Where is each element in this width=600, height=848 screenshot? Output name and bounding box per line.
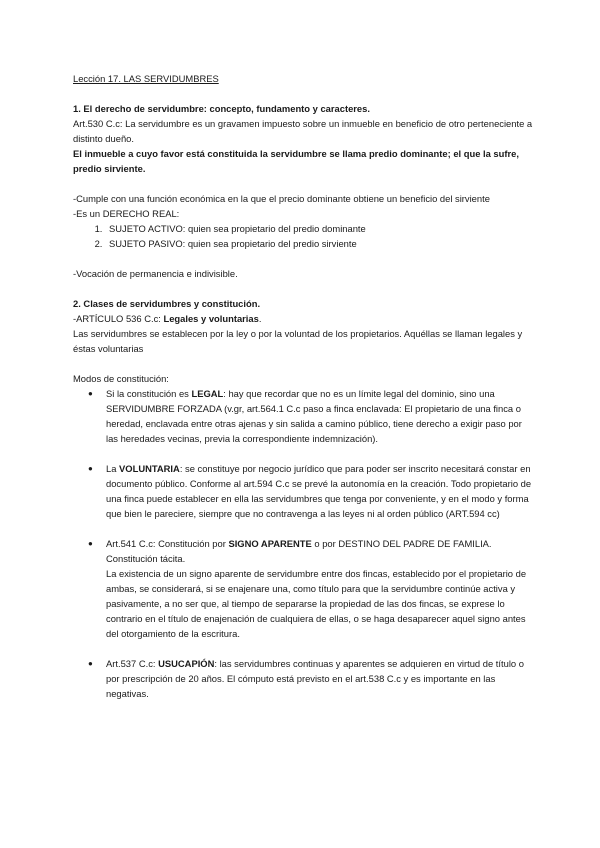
section-2-heading: 2. Clases de servidumbres y constitución. [73, 298, 261, 309]
list-item: 2. SUJETO PASIVO: quien sea propietario del predio sirviente [105, 236, 533, 251]
classes-paragraph: Las servidumbres se establecen por la ley o por la voluntad de los propietarios. Aquéllas se llaman legales y éstas voluntarias [73, 328, 523, 354]
art-536-line: -ARTÍCULO 536 C.c: Legales y voluntarias. [73, 313, 262, 324]
list-item: 1. SUJETO ACTIVO: quien sea propietario del predio dominante [105, 221, 533, 236]
bullet-icon: ● [88, 464, 93, 473]
lesson-title: Lección 17. LAS SERVIDUMBRES [73, 73, 219, 84]
bullet-icon: ● [88, 539, 93, 548]
constitution-modes-list [73, 386, 533, 701]
modes-heading: Modos de constitución: [73, 373, 169, 384]
dominant-servient-definition: El inmueble a cuyo favor está constituida la servidumbre se llama predio dominante; el que la sufre, predio sirviente. [73, 148, 519, 174]
bullet-icon: ● [88, 659, 93, 668]
list-item: ● Si la constitución es LEGAL: hay que recordar que no es un límite legal del dominio, sino una SERVIDUMBRE FORZADA (v.gr, art.564.1 C.c paso a finca enclavada: El propietario de una finca o heredad, enclavada entre otras ajenas y sin salida a camino público, tiene derecho a exigir paso por las heredades vecinas, previa la correspondiente indemnización). [88, 388, 522, 444]
list-item: ● La VOLUNTARIA: se constituye por negocio jurídico que para poder ser inscrito necesitará constar en documento público. Conforme al art.594 C.c se prevé la autonomía en la creación. Todo propietario de una finca puede establecer en ella las servidumbres que tenga por conveniente, y en el modo y forma que bien le pareciere, siempre que no contravenga a las leyes ni al orden público (ART.594 cc) [88, 463, 532, 519]
subjects-list [73, 221, 533, 251]
permanence-line: -Vocación de permanencia e indivisible. [73, 268, 238, 279]
list-item: ● Art.537 C.c: USUCAPIÓN: las servidumbres continuas y aparentes se adquieren en virtud de título o por prescripción de 20 años. El cómputo está previsto en el art.538 C.c y es importante en las negativas. [88, 658, 524, 699]
art-530-paragraph: Art.530 C.c: La servidumbre es un gravamen impuesto sobre un inmueble en beneficio de otro perteneciente a distinto dueño. [73, 118, 533, 144]
list-item: ● Art.541 C.c: Constitución por SIGNO APARENTE o por DESTINO DEL PADRE DE FAMILIA. Constitución tácita. La existencia de un signo aparente de servidumbre entre dos fincas, establecido por el propietario de ambas, se considerará, si se enajenare una, como título para que la servidumbre continúe activa y pasivamente, a no ser que, al tiempo de separarse la propiedad de las dos fincas, se exprese lo contrario en el título de enajenación de cualquiera de ellas, o se haga desaparecer aquel signo antes del otorgamiento de la escritura. [106, 536, 533, 641]
document-content [73, 71, 533, 716]
economic-function-line: -Cumple con una función económica en la que el precio dominante obtiene un beneficio del sirviente [73, 193, 490, 204]
real-right-line: -Es un DERECHO REAL: [73, 208, 180, 219]
bullet-icon: ● [88, 389, 93, 398]
art-541-text: La existencia de un signo aparente de servidumbre entre dos fincas, establecido por el propietario de ambas, se considerará, si se enajenare una, como título para que la servidumbre continúe activa y pasivamente, a no ser que, al tiempo de separarse la propiedad de las dos fincas, se exprese lo contrario en el título de enajenación de cualquiera de ellas, o se haga desaparecer aquel signo antes del otorgamiento de la escritura. [106, 568, 527, 639]
section-1-heading: 1. El derecho de servidumbre: concepto, fundamento y caracteres. [73, 103, 370, 114]
